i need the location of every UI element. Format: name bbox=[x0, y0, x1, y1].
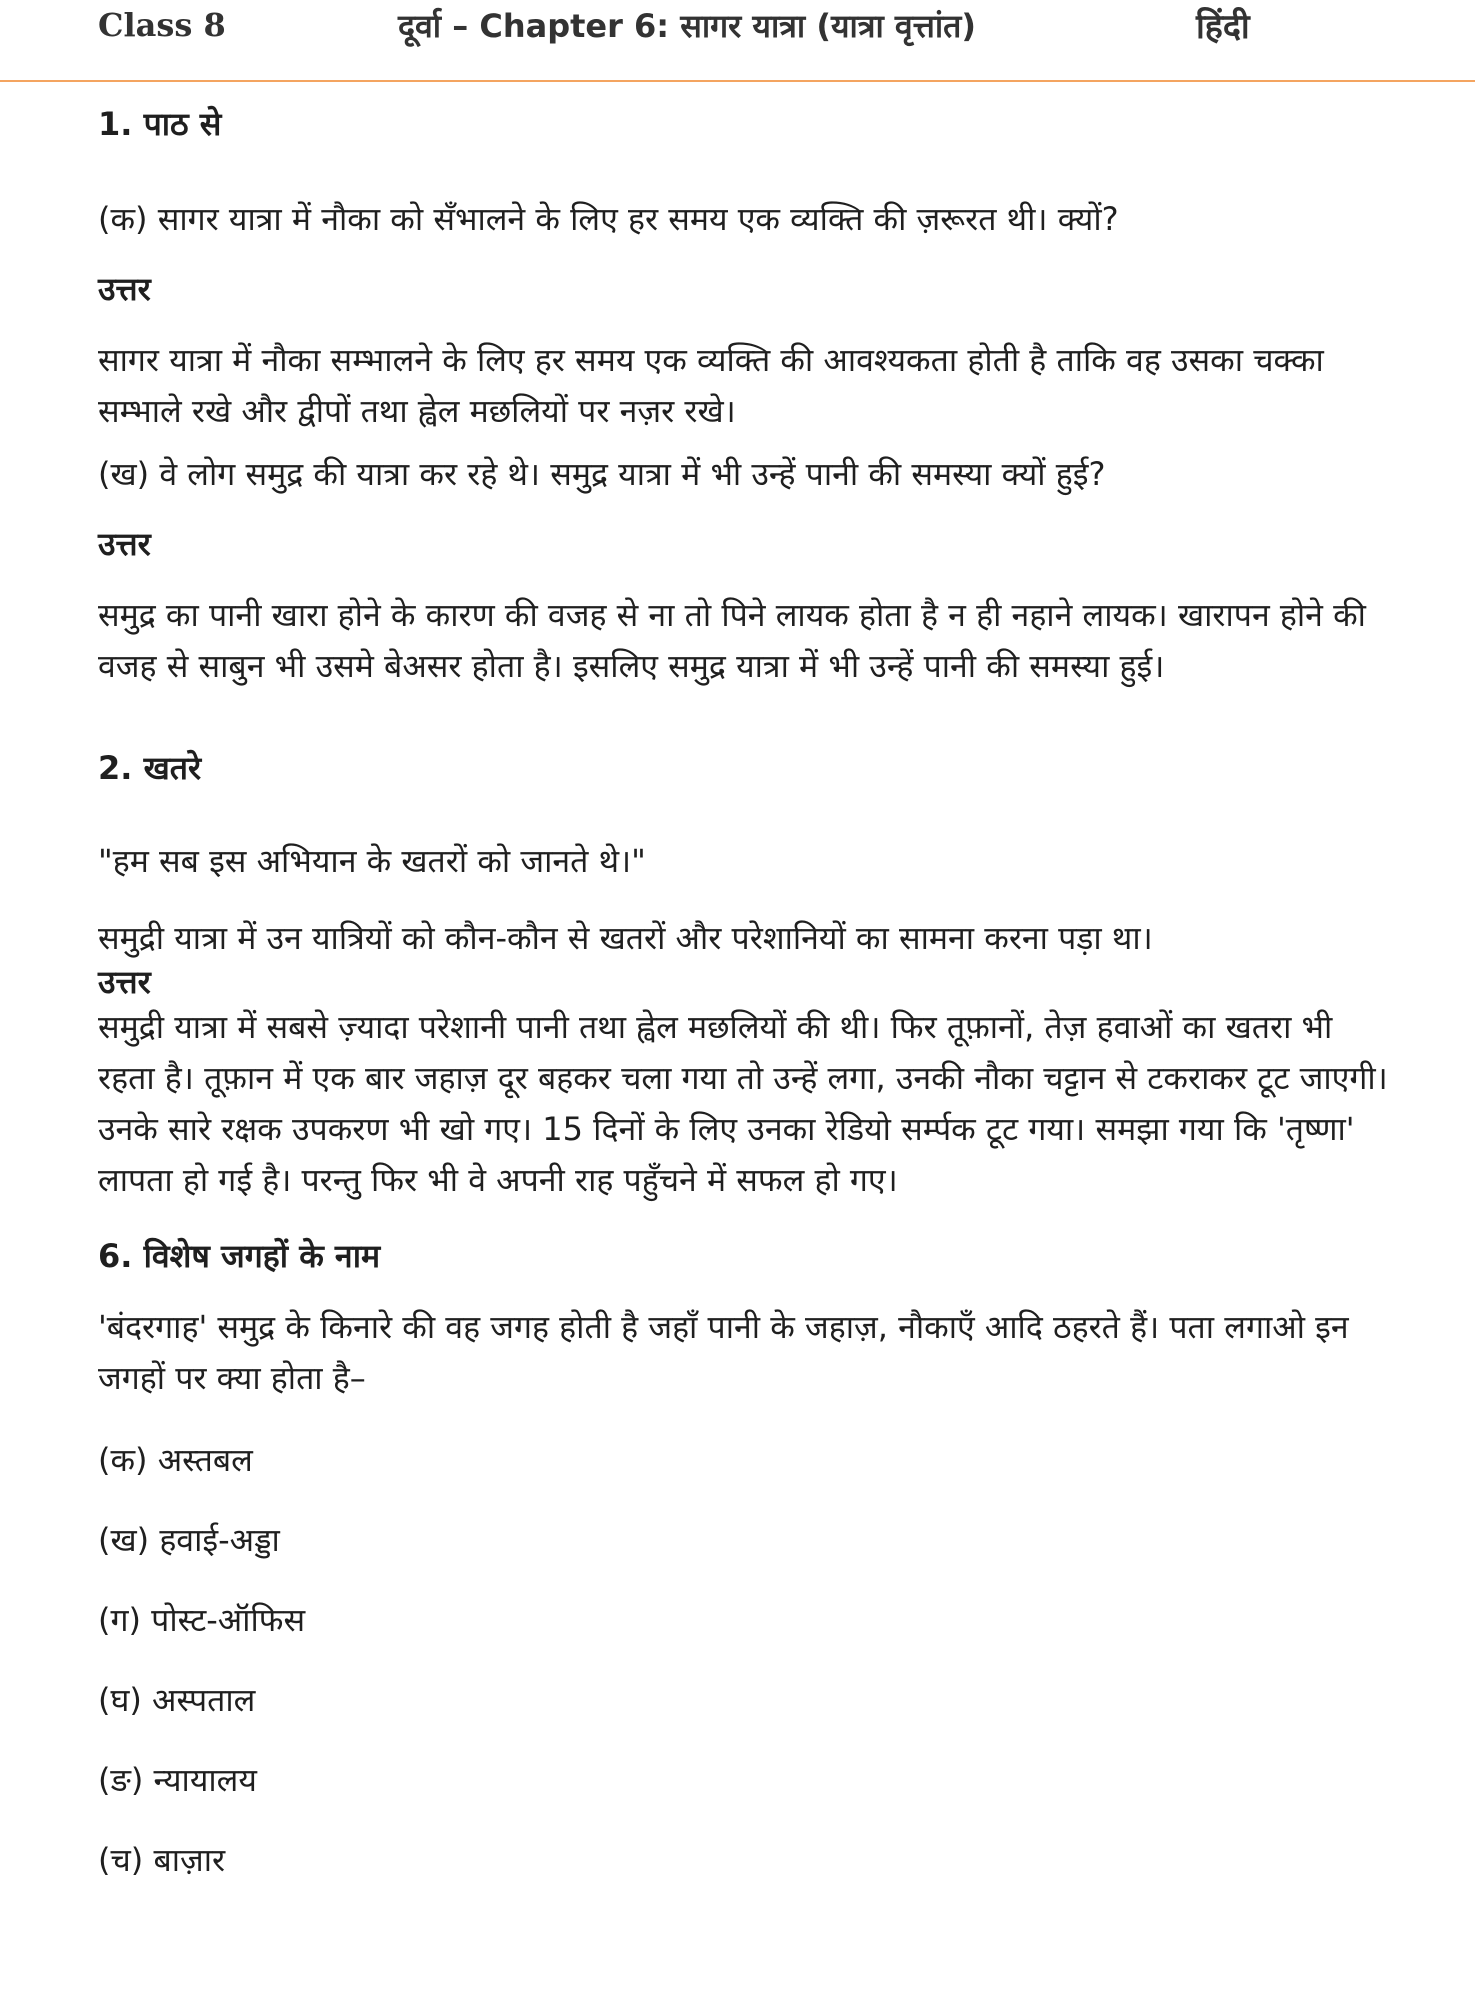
subject-label: हिंदी bbox=[1196, 7, 1250, 47]
list-item: (ग) पोस्ट-ऑफिस bbox=[98, 1601, 306, 1639]
answer-text: सागर यात्रा में नौका सम्भालने के लिए हर समय एक व्यक्ति की आवश्यकता होती है ताकि वह उसका चक्का सम्भाले रखे और द्वीपों तथा ह्वेल मछलियों पर नज़र रखे। bbox=[98, 341, 1324, 430]
list-item: (च) बाज़ार bbox=[98, 1841, 226, 1879]
section-6 bbox=[98, 1232, 1388, 1884]
question: (ख) वे लोग समुद्र की यात्रा कर रहे थे। समुद्र यात्रा में भी उन्हें पानी की समस्या क्यों हुई? bbox=[98, 455, 1106, 493]
section-2 bbox=[98, 744, 1388, 1206]
answer-text: समुद्री यात्रा में सबसे ज़्यादा परेशानी पानी तथा ह्वेल मछलियों की थी। फिर तूफ़ानों, तेज़ हवाओं का खतरा भी रहता है। तूफ़ान में एक बार जहाज़ दूर बहकर चला गया तो उन्हें लगा, उनकी नौका चट्टान से टकराकर टूट जाएगी। उनके सारे रक्षक उपकरण भी खो गए। 15 दिनों के लिए उनका रेडियो सर्म्पक टूट गया। समझा गया कि 'तृष्णा' लापता हो गई है। परन्तु फिर भी वे अपनी राह पहुँचने में सफल हो गए। bbox=[98, 1008, 1388, 1199]
page-header bbox=[0, 0, 1475, 82]
quote-text: "हम सब इस अभियान के खतरों को जानते थे।" bbox=[98, 842, 646, 880]
intro-text: 'बंदरगाह' समुद्र के किनारे की वह जगह होती है जहाँ पानी के जहाज़, नौकाएँ आदि ठहरते हैं। पता लगाओ इन जगहों पर क्या होता है– bbox=[98, 1308, 1349, 1397]
answer-text: समुद्र का पानी खारा होने के कारण की वजह से ना तो पिने लायक होता है न ही नहाने लायक। खारापन होने की वजह से साबुन भी उसमे बेअसर होता है। इसलिए समुद्र यात्रा में भी उन्हें पानी की समस्या हुई। bbox=[98, 596, 1366, 685]
list-item: (ङ) न्यायालय bbox=[98, 1761, 257, 1799]
question: (क) सागर यात्रा में नौका को सँभालने के लिए हर समय एक व्यक्ति की ज़रूरत थी। क्यों? bbox=[98, 200, 1119, 238]
chapter-title: दूर्वा – Chapter 6: सागर यात्रा (यात्रा वृत्तांत) bbox=[398, 7, 976, 45]
answer-label: उत्तर bbox=[98, 963, 151, 1001]
list-item: (क) अस्तबल bbox=[98, 1441, 253, 1479]
answer-label: उत्तर bbox=[98, 525, 151, 563]
class-label: Class 8 bbox=[98, 6, 226, 44]
answer-label: उत्तर bbox=[98, 270, 151, 308]
section-title: 1. पाठ से bbox=[98, 105, 222, 143]
section-1 bbox=[98, 100, 1388, 692]
list-item: (घ) अस्पताल bbox=[98, 1681, 256, 1719]
section-title: 2. खतरे bbox=[98, 749, 202, 787]
section-title: 6. विशेष जगहों के नाम bbox=[98, 1237, 381, 1275]
question: समुद्री यात्रा में उन यात्रियों को कौन-कौन से खतरों और परेशानियों का सामना करना पड़ा था। bbox=[98, 919, 1153, 957]
page-content bbox=[98, 80, 1388, 1884]
list-item: (ख) हवाई-अड्डा bbox=[98, 1521, 280, 1559]
